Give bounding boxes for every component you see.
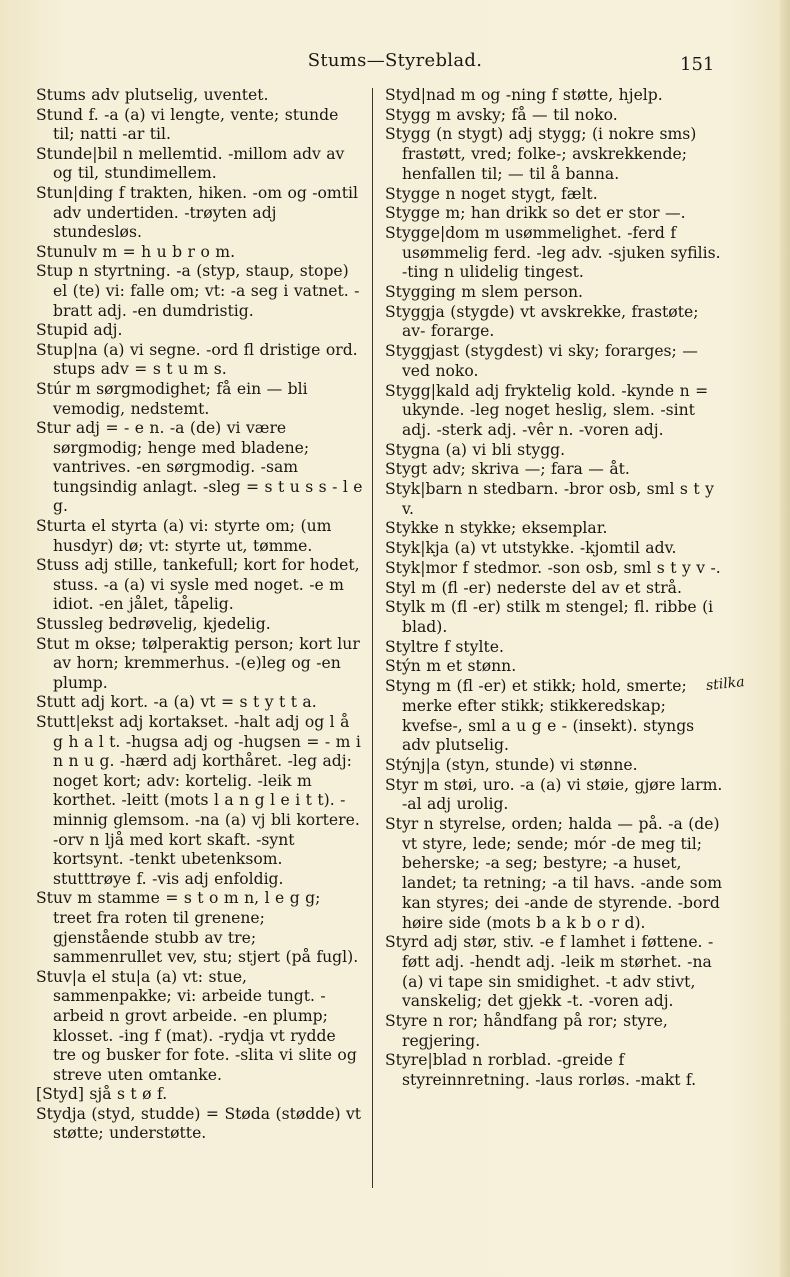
entry: Stund f. -a (a) vi lengte, vente; stunde til; natti -ar til. (36, 105, 339, 144)
entry: Stunulv m = h u b r o m. (36, 242, 236, 261)
entry: [Styd] sjå s t ø f. (36, 1085, 168, 1104)
page-edge (780, 0, 790, 1277)
entry: Stýnj|a (styn, stunde) vi stønne. (385, 755, 638, 774)
entry: Stutt|ekst adj kortakset. -halt adj og l å g h a l t. -hugsa adj og -hugsen = - m i n n u g. -hærd adj korthåret. -leg adj: noget kort; adv: kortelig. -leik m korthet. -leitt (mots l a n g l e i t t). -minnig glemsom. -na (a) vj bli kortere. -orv n ljå med kort skaft. -synt kortsynt. -tenkt ubetenksom. stutttrøye f. -vis adj enfoldig. (36, 713, 361, 888)
entry: Stussleg bedrøvelig, kjedelig. (36, 615, 271, 634)
entry: Styr m støi, uro. -a (a) vi støie, gjøre larm. -al adj urolig. (385, 775, 723, 814)
entry: Stuss adj stille, tankefull; kort for hodet, stuss. -a (a) vi sysle med noget. -e m idiot. -en jålet, tåpelig. (36, 556, 360, 614)
entry: Stun|ding f trakten, hiken. -om og -omtil adv undertiden. -trøyten adj stundesløs. (36, 183, 358, 242)
entry: Stydja (styd, studde) = Støda (stødde) vt støtte; understøtte. (36, 1104, 362, 1143)
entry: Stutt adj kort. -a (a) vt = s t y t t a. (36, 693, 317, 712)
entry: Styrd adj stør, stiv. -e f lamhet i føttene. -føtt adj. -hendt adj. -leik m størhet. -na (a) vi tape sin smidighet. -t adv stivt, vanskelig; det gjekk -t. -voren adj. (385, 933, 714, 1011)
entry: Stuv m stamme = s t o m n, l e g g; treet fra roten til grenene; gjenstående stubb av tre; sammenrullet vev, stu; stjert (på fugl). (36, 889, 359, 967)
entry: Styggjast (stygdest) vi sky; forarges; — ved noko. (385, 342, 698, 380)
entry: Stygge|dom m usømmelighet. -ferd f usømmelig ferd. -leg adv. -sjuken syfilis. -ting n ulidelig tingest. (385, 223, 721, 282)
entry: Stygg m avsky; få — til noko. (385, 105, 618, 124)
handwritten-margin-note: stilka (705, 674, 746, 694)
running-head: Stums—Styreblad. (307, 50, 483, 71)
entry: Stuv|a el stu|a (a) vt: stue, sammenpakke; vi: arbeide tungt. -arbeid n grovt arbeide. -en plump; klosset. -ing f (mat). -rydja vt rydde tre og busker for fote. -slita vi slite og streve uten omtanke. (36, 967, 357, 1084)
entry: Styggja (stygde) vt avskrekke, frastøte; av- forarge. (385, 302, 699, 341)
entry: Stylk m (fl -er) stilk m stengel; fl. ribbe (i blad). (385, 598, 714, 636)
entry: Stygge n noget stygt, fælt. (385, 184, 598, 203)
entry: Stur adj = - e n. -a (de) vi være sørgmodig; henge med bladene; vantrives. -en sørgmodig. -sam tungsindig anlagt. -sleg = s t u s s - l e g. (36, 419, 363, 516)
entry: Styng m (fl -er) et stikk; hold, smerte; merke efter stikk; stikkeredskap; kvefse-, sml a u g e - (insekt). styngs adv plutselig. (385, 677, 695, 755)
entry: Stúr m sørgmodighet; få ein — bli vemodig, nedstemt. (36, 379, 308, 418)
entry: Stygt adv; skriva —; fara — åt. (385, 460, 630, 479)
entry: Styre n ror; håndfang på ror; styre, regjering. (385, 1012, 668, 1050)
column-divider (372, 88, 373, 1188)
entry: Styltre f stylte. (385, 637, 504, 656)
entry: Styk|mor f stedmor. -son osb, sml s t y v -. (385, 558, 721, 577)
entry: Stygna (a) vi bli stygg. (385, 440, 566, 459)
entry: Stygg (n stygt) adj stygg; (i nokre sms) frastøtt, vred; folke-; avskrekkende; henfallen til; — til å banna. (385, 125, 697, 183)
entry: Stup|na (a) vi segne. -ord fl dristige ord. stups adv = s t u m s. (36, 340, 358, 379)
entry: Stygg|kald adj fryktelig kold. -kynde n = ukynde. -leg noget heslig, slem. -sint adj. -sterk adj. -vêr n. -voren adj. (385, 381, 709, 439)
entry: Styr n styrelse, orden; halda — på. -a (de) vt styre, lede; sende; mór -de meg til; beherske; -a seg; bestyre; -a huset, landet; ta retning; -a til havs. -ande som kan styres; dei -ande de styrende. -bord høire side (mots b a k b o r d). (385, 815, 722, 932)
page-number: 151 (680, 54, 715, 75)
entry: Stup n styrtning. -a (styp, staup, stope) el (te) vi: falle om; vt: -a seg i vatnet. -bratt adj. -en dumdristig. (36, 262, 360, 320)
left-column (36, 86, 364, 1144)
entry: Stupid adj. (36, 321, 123, 340)
entry: Styre|blad n rorblad. -greide f styreinnretning. -laus rorløs. -makt f. (385, 1051, 697, 1090)
right-column (385, 86, 725, 1091)
entry: Stygging m slem person. (385, 283, 583, 302)
entry: Styk|kja (a) vt utstykke. -kjomtil adv. (385, 539, 677, 558)
entry: Sturta el styrta (a) vi: styrte om; (um husdyr) dø; vt: styrte ut, tømme. (36, 517, 332, 555)
entry: Styl m (fl -er) nederste del av et strå. (385, 578, 682, 597)
entry: Stut m okse; tølperaktig person; kort lur av horn; kremmerhus. -(e)leg og -en plump. (36, 634, 360, 692)
entry: Styk|barn n stedbarn. -bror osb, sml s t y v. (385, 480, 714, 518)
entry: Stygge m; han drikk so det er stor —. (385, 204, 686, 223)
entry: Styd|nad m og -ning f støtte, hjelp. (385, 86, 663, 104)
entry: Stýn m et stønn. (385, 657, 517, 676)
entry: Stunde|bil n mellemtid. -millom adv av og til, stundimellem. (36, 144, 345, 183)
entry: Stums adv plutselig, uventet. (36, 86, 269, 104)
entry: Stykke n stykke; eksemplar. (385, 519, 608, 538)
